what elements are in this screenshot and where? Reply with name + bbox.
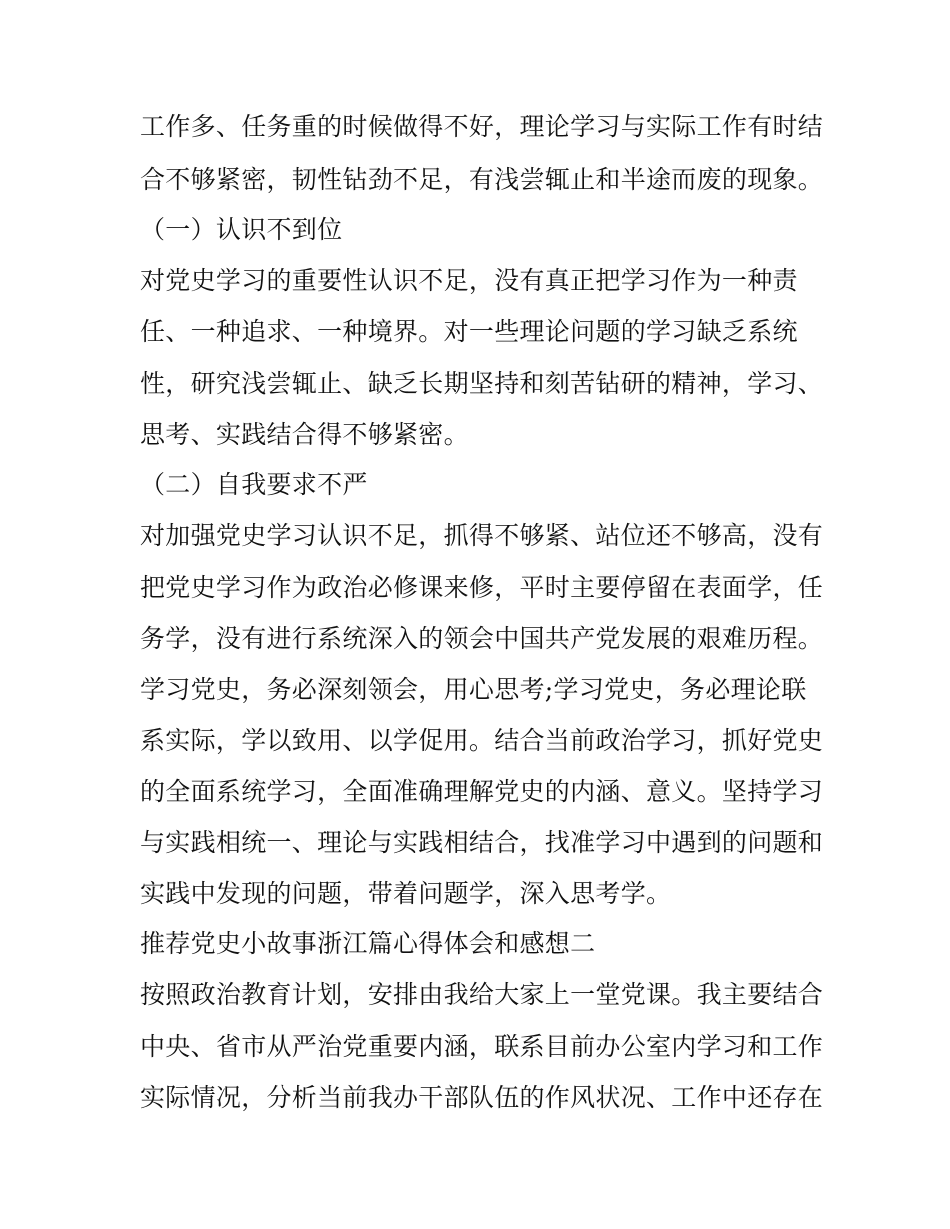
- paragraph-line: 按照政治教育计划，安排由我给大家上一堂党课。我主要结合: [140, 980, 824, 1009]
- paragraph-line: 实际情况，分析当前我办干部队伍的作风状况、工作中还存在: [140, 1083, 824, 1112]
- paragraph-line: 思考、实践结合得不够紧密。: [140, 420, 469, 449]
- paragraph-line: 任、一种追求、一种境界。对一些理论问题的学习缺乏系统: [140, 317, 798, 346]
- paragraph-line: 学习党史，务必深刻领会，用心思考;学习党史，务必理论联: [140, 675, 807, 704]
- paragraph-line: 合不够紧密，韧性钻劲不足，有浅尝辄止和半途而废的现象。: [140, 165, 824, 194]
- paragraph-line: 把党史学习作为政治必修课来修，平时主要停留在表面学，任: [140, 573, 824, 602]
- paragraph-line: 务学，没有进行系统深入的领会中国共产党发展的艰难历程。: [140, 624, 824, 653]
- paragraph-line: 中央、省市从严治党重要内涵，联系目前办公室内学习和工作: [140, 1032, 824, 1061]
- paragraph-line: 性，研究浅尝辄止、缺乏长期坚持和刻苦钻研的精神，学习、: [140, 369, 824, 398]
- paragraph-line: 与实践相统一、理论与实践相结合，找准学习中遇到的问题和: [140, 828, 824, 857]
- paragraph-line: 工作多、任务重的时候做得不好，理论学习与实际工作有时结: [140, 112, 824, 141]
- section-heading: （一）认识不到位: [140, 215, 343, 244]
- paragraph-line: 的全面系统学习，全面准确理解党史的内涵、意义。坚持学习: [140, 777, 824, 806]
- article-subtitle: 推荐党史小故事浙江篇心得体会和感想二: [140, 929, 596, 958]
- paragraph-line: 对加强党史学习认识不足，抓得不够紧、站位还不够高，没有: [140, 521, 824, 550]
- paragraph-line: 系实际，学以致用、以学促用。结合当前政治学习，抓好党史: [140, 726, 824, 755]
- paragraph-line: 对党史学习的重要性认识不足，没有真正把学习作为一种责: [140, 266, 798, 295]
- paragraph-line: 实践中发现的问题，带着问题学，深入思考学。: [140, 879, 672, 908]
- section-heading: （二）自我要求不严: [140, 470, 368, 499]
